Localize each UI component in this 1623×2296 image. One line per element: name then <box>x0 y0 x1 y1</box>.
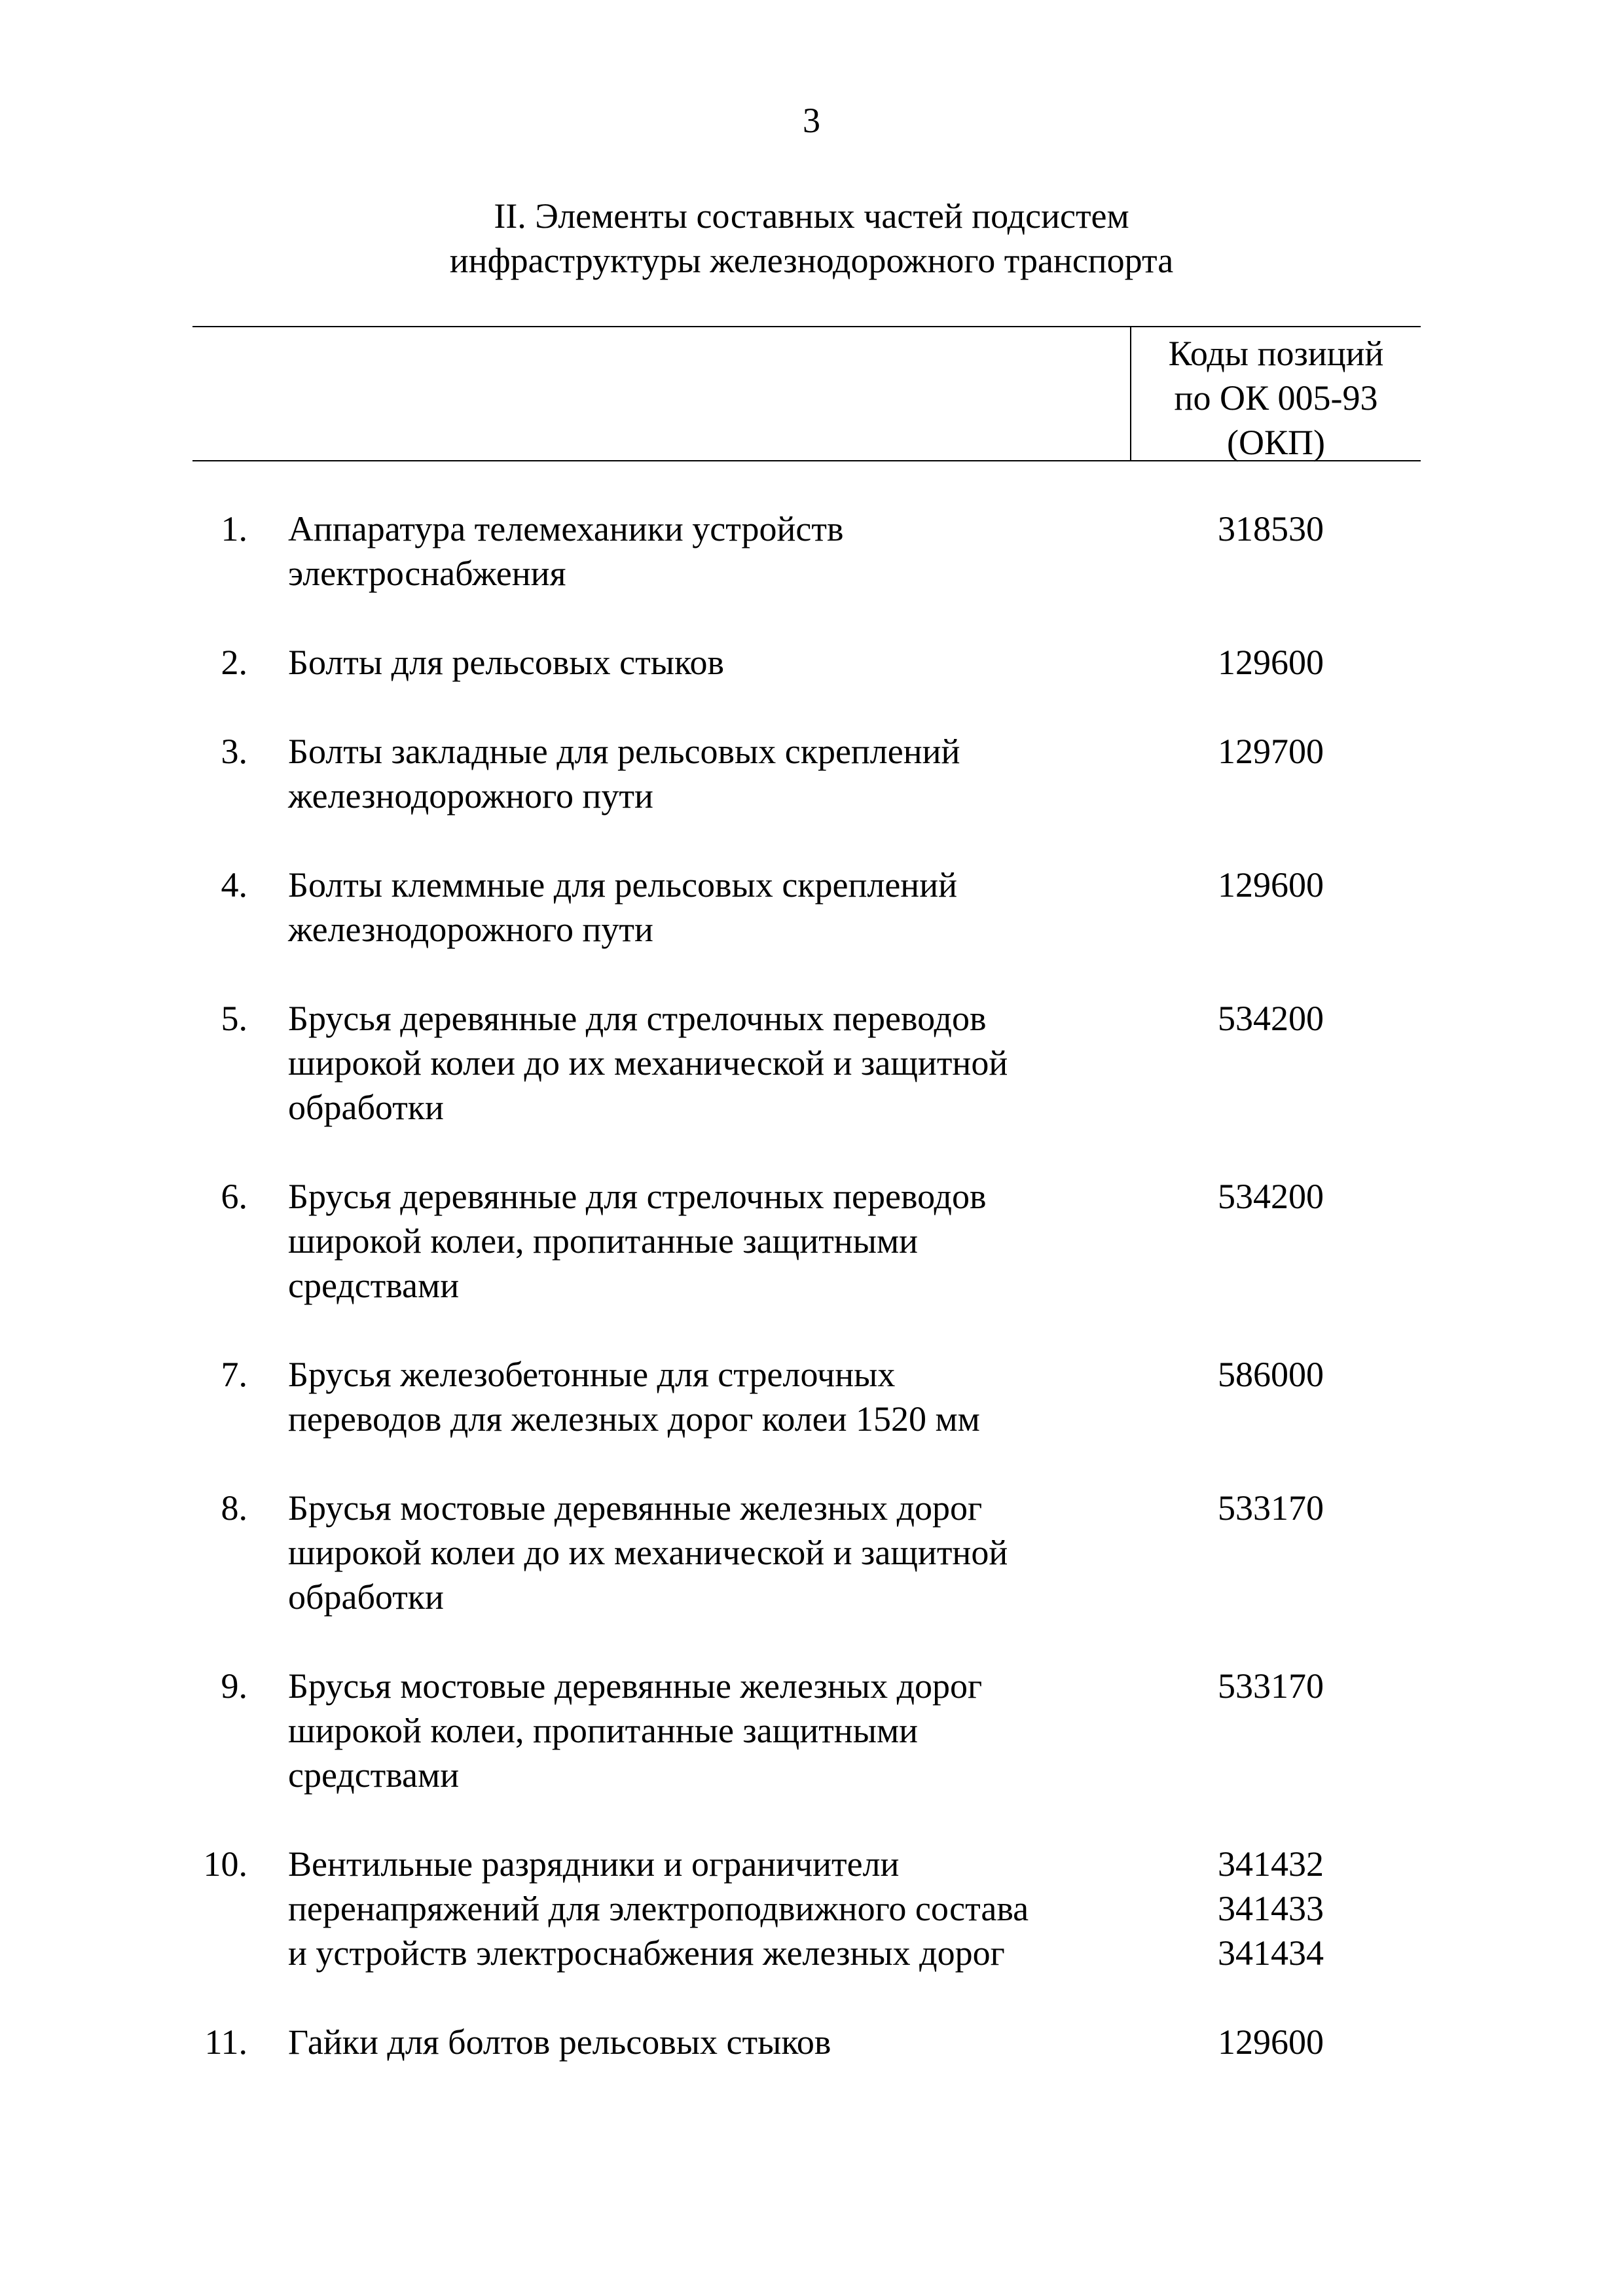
item-name-line: железнодорожного пути <box>288 910 653 949</box>
item-code: 341434 <box>1218 1933 1324 1973</box>
item-code: 318530 <box>1218 509 1324 548</box>
item-name <box>288 640 1133 685</box>
item-name-line: обработки <box>288 1088 444 1127</box>
item-name <box>288 729 1133 818</box>
item-name-line: средствами <box>288 1266 460 1305</box>
item-name <box>288 507 1133 596</box>
item-name-line: Болты для рельсовых стыков <box>288 643 725 682</box>
item-code: 129600 <box>1218 643 1324 682</box>
item-name-line: Вентильные разрядники и ограничители <box>288 1844 900 1884</box>
item-number: 4. <box>221 865 247 905</box>
table-top-rule <box>192 326 1421 327</box>
item-name-line: Брусья деревянные для стрелочных переводов <box>288 999 987 1038</box>
item-code: 533170 <box>1218 1488 1324 1528</box>
item-name <box>288 2020 1133 2064</box>
item-name <box>288 996 1133 1130</box>
item-name-line: перенапряжений для электроподвижного состава <box>288 1889 1029 1928</box>
item-codes <box>1218 507 1336 551</box>
item-name <box>288 863 1133 952</box>
item-code: 533170 <box>1218 1666 1324 1706</box>
item-code: 129700 <box>1218 732 1324 771</box>
item-number: 9. <box>221 1666 247 1706</box>
entries-list <box>0 507 1623 2109</box>
item-name-line: электроснабжения <box>288 554 566 593</box>
item-name-line: широкой колеи, пропитанные защитными <box>288 1711 919 1750</box>
list-item <box>0 507 1623 596</box>
item-code: 534200 <box>1218 1177 1324 1216</box>
item-codes <box>1218 729 1336 774</box>
item-name-line: широкой колеи до их механической и защитной <box>288 1043 1008 1083</box>
item-name-line: средствами <box>288 1755 460 1795</box>
item-codes <box>1218 1352 1336 1397</box>
list-item <box>0 996 1623 1130</box>
item-number: 7. <box>221 1355 247 1394</box>
item-name-line: Болты закладные для рельсовых скреплений <box>288 732 960 771</box>
list-item <box>0 640 1623 685</box>
page-number: 3 <box>803 101 820 140</box>
item-name-line: Брусья мостовые деревянные железных дорог <box>288 1666 983 1706</box>
item-code: 586000 <box>1218 1355 1324 1394</box>
item-number: 6. <box>221 1177 247 1216</box>
list-item <box>0 1842 1623 1975</box>
item-codes <box>1218 1842 1336 1975</box>
item-number: 2. <box>221 643 247 682</box>
list-item <box>0 1664 1623 1797</box>
item-name-line: переводов для железных дорог колеи 1520 мм <box>288 1399 980 1439</box>
item-codes <box>1218 640 1336 685</box>
item-number: 1. <box>221 509 247 548</box>
item-name-line: и устройств электроснабжения железных дорог <box>288 1933 1005 1973</box>
item-name-line: железнодорожного пути <box>288 776 653 816</box>
item-name <box>288 1352 1133 1441</box>
item-name-line: Брусья мостовые деревянные железных дорог <box>288 1488 983 1528</box>
list-item <box>0 1486 1623 1619</box>
item-code: 341432 <box>1218 1844 1324 1884</box>
item-name-line: Брусья железобетонные для стрелочных <box>288 1355 896 1394</box>
item-codes <box>1218 1486 1336 1530</box>
item-number: 10. <box>203 1844 247 1884</box>
item-name <box>288 1486 1133 1619</box>
section-heading-line-1: II. Элементы составных частей подсистем <box>494 196 1129 236</box>
section-heading <box>0 194 1623 283</box>
item-name-line: Брусья деревянные для стрелочных переводов <box>288 1177 987 1216</box>
item-code: 129600 <box>1218 2022 1324 2062</box>
item-name-line: Болты клеммные для рельсовых скреплений <box>288 865 957 905</box>
item-name <box>288 1174 1133 1308</box>
item-name <box>288 1842 1133 1975</box>
item-code: 534200 <box>1218 999 1324 1038</box>
item-number: 11. <box>204 2022 247 2062</box>
item-codes <box>1218 996 1336 1041</box>
item-codes <box>1218 2020 1336 2064</box>
item-name-line: Аппаратура телемеханики устройств <box>288 509 844 548</box>
item-codes <box>1218 1174 1336 1219</box>
codes-column-header <box>1131 331 1421 465</box>
item-name-line: широкой колеи до их механической и защитной <box>288 1533 1008 1572</box>
list-item <box>0 1352 1623 1441</box>
item-name-line: обработки <box>288 1577 444 1617</box>
list-item <box>0 863 1623 952</box>
list-item <box>0 2020 1623 2064</box>
item-number: 3. <box>221 732 247 771</box>
item-code: 341433 <box>1218 1889 1324 1928</box>
codes-caption-line: по ОК 005-93 <box>1174 378 1378 418</box>
list-item <box>0 729 1623 818</box>
codes-caption-line: Коды позиций <box>1168 334 1384 373</box>
item-name-line: Гайки для болтов рельсовых стыков <box>288 2022 831 2062</box>
item-codes <box>1218 1664 1336 1708</box>
item-codes <box>1218 863 1336 907</box>
item-name <box>288 1664 1133 1797</box>
list-item <box>0 1174 1623 1308</box>
item-code: 129600 <box>1218 865 1324 905</box>
item-number: 5. <box>221 999 247 1038</box>
item-name-line: широкой колеи, пропитанные защитными <box>288 1221 919 1261</box>
item-number: 8. <box>221 1488 247 1528</box>
section-heading-line-2: инфраструктуры железнодорожного транспорта <box>449 241 1174 280</box>
codes-caption-line: (ОКП) <box>1227 423 1325 462</box>
